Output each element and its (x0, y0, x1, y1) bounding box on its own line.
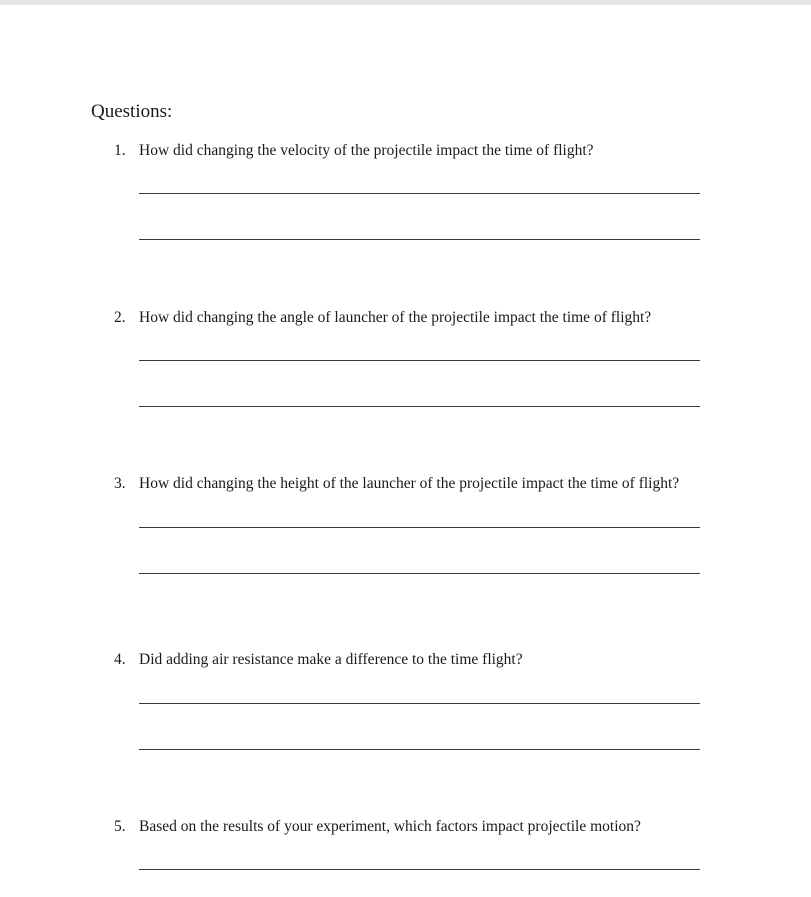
answer-line[interactable] (139, 527, 700, 528)
question-text: How did changing the velocity of the projectile impact the time of flight? (139, 142, 594, 159)
question-text: Did adding air resistance make a difference to the time flight? (139, 651, 523, 668)
answer-line[interactable] (139, 573, 700, 574)
question-number: 2. (114, 309, 126, 326)
answer-line[interactable] (139, 239, 700, 240)
answer-line[interactable] (139, 749, 700, 750)
answer-line[interactable] (139, 360, 700, 361)
question-number: 1. (114, 142, 126, 159)
question-number: 4. (114, 651, 126, 668)
answer-line[interactable] (139, 193, 700, 194)
top-edge-bar (0, 0, 811, 5)
answer-line[interactable] (139, 869, 700, 870)
question-text: How did changing the height of the launcher of the projectile impact the time of flight? (139, 475, 680, 492)
question-number: 5. (114, 818, 126, 835)
answer-line[interactable] (139, 703, 700, 704)
question-number: 3. (114, 475, 126, 492)
question-text: Based on the results of your experiment, which factors impact projectile motion? (139, 818, 641, 835)
question-text: How did changing the angle of launcher of the projectile impact the time of flight? (139, 309, 652, 326)
page-title: Questions: (91, 101, 173, 122)
answer-line[interactable] (139, 406, 700, 407)
